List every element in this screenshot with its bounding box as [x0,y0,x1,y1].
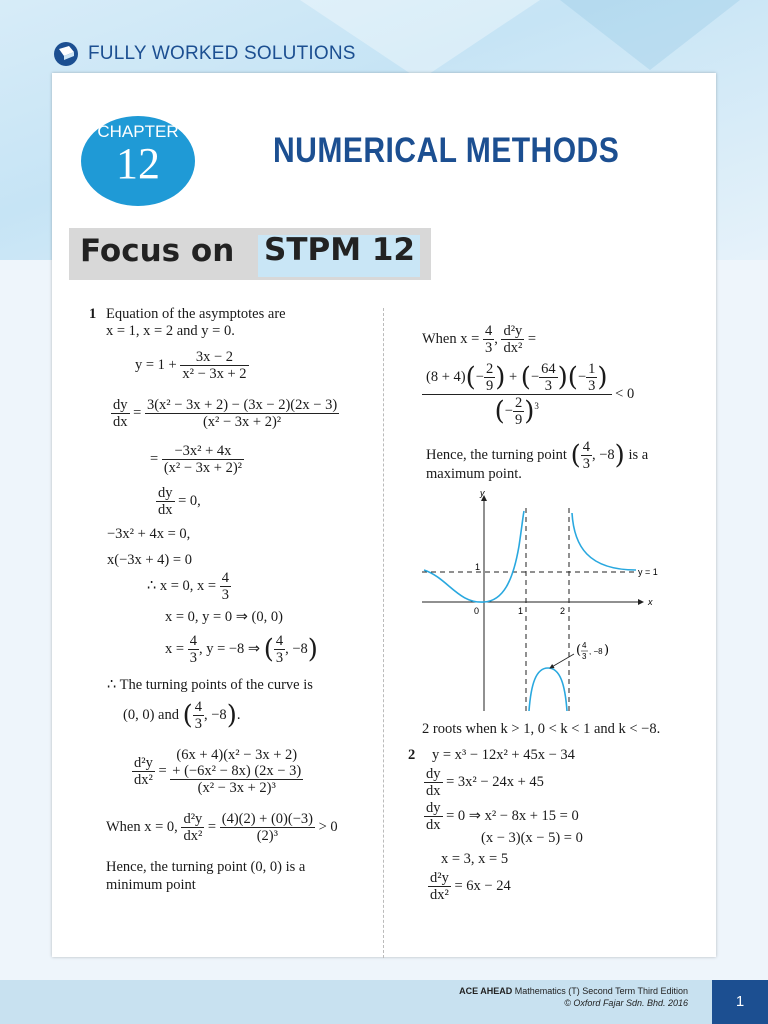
q1r-roots: 2 roots when k > 1, 0 < k < 1 and k < −8. [422,721,661,737]
point-num: 4 [582,641,587,650]
q1-step4: x = 0, y = 0 ⇒ (0, 0) [165,609,283,625]
q1-turning-1: ∴ The turning points of the curve is [107,677,313,693]
point-den: 3 [582,652,587,661]
q1r-when: When x = $\frac{4}{3}$ , $\frac{\text{d²y}}{\text{dx²}}$ = [422,323,537,356]
page-sheet [52,73,716,957]
tick-y1: 1 [475,562,481,572]
chapter-label: CHAPTER [97,122,179,141]
q2-line1: y = x³ − 12x² + 45x − 34 [432,747,575,763]
q1-step3: ∴ x = 0, x = $\frac{4}{3}$ [147,570,229,603]
q1-number: 1 [89,306,97,322]
asymptote-label: y = 1 [638,567,658,577]
pointer-arrow [550,654,574,668]
q2-number: 2 [408,747,416,763]
q1-step5: x = $\frac{4}{3}$ , y = −8 ⇒ ( $\frac{4}{3}$ , −8) [165,633,318,666]
chapter-badge [81,116,195,206]
q1-dydx-1: $\frac{dy}{dx}$ = $\frac{\text{3(x² − 3x + 2) − (3x − 2)(2x − 3)}}{\text{(x² − 3x + 2)²}}$ [113,397,338,430]
q1r-hence-2: maximum point. [426,466,522,482]
svg-text:(: ( [576,643,582,658]
page-number: 1 [712,980,768,1024]
y-axis-label: y [480,488,485,498]
curve-middle [529,668,567,711]
q1-dydx-zero: $\frac{dy}{dx}$ = 0, [158,485,201,518]
footer-book: ACE AHEAD Mathematics (T) Second Term Third Edition [459,986,688,996]
q2-line5: x = 3, x = 5 [441,851,509,867]
curve-right [572,513,636,570]
tick-x1: 1 [518,606,524,616]
q1-dydx-2: = $\frac{\text{−3x² + 4x}}{\text{(x² − 3x + 2)²}}$ [150,443,243,476]
chapter-title: NUMERICAL METHODS [273,131,620,170]
q1-line2: x = 1, x = 2 and y = 0. [106,323,235,339]
book-icon [52,40,80,68]
q1r-eval: (8 + 4)(− $\frac{2}{9}$ ) + (− $\frac{64}{3}$ )(− $\frac{1}{3}$ ) (− $\frac{2}{9}$ )$^3$ < 0 [422,361,634,428]
section-header [52,40,356,68]
curve-left [424,511,524,602]
tick-x2: 2 [560,606,566,616]
q1-line1: Equation of the asymptotes are [106,306,286,322]
q2-line6: $\frac{\text{d²y}}{\text{dx²}}$ = 6x − 24 [430,870,511,903]
q2-line3: $\frac{dy}{dx}$ = 0 ⇒ x² − 8x + 15 = 0 [426,800,579,833]
q1-hence-1: Hence, the turning point (0, 0) is a [106,859,306,875]
q2-line4: (x − 3)(x − 5) = 0 [481,830,583,846]
q1-turning-2: (0, 0) and ( $\frac{4}{3}$ , −8). [123,699,241,732]
footer [0,980,768,1024]
point-y: , −8 [589,647,603,656]
x-axis-label: x [648,597,653,607]
footer-copyright: © Oxford Fajar Sdn. Bhd. 2016 [564,998,688,1008]
q1-step2: x(−3x + 4) = 0 [107,552,192,568]
focus-prefix: Focus on [80,233,235,269]
curve-graph [418,486,678,716]
header-title: FULLY WORKED SOLUTIONS [88,43,356,64]
focus-highlight: STPM 12 [264,232,415,268]
q1-hence-2: minimum point [106,877,196,893]
chapter-number: 12 [116,139,160,188]
q1r-hence-1: Hence, the turning point ( $\frac{4}{3}$ , −8) is a [426,439,649,472]
q1-y-eq: y = 1 + $\frac{3x - 2}{\text{x² − 3x + 2}}$ [135,349,247,382]
origin-label: 0 [474,606,480,616]
q2-line2: $\frac{dy}{dx}$ = 3x² − 24x + 45 [426,766,544,799]
column-divider [383,308,384,958]
q1-when-zero: When x = 0, $\frac{\text{d²y}}{\text{dx²}}$ = $\frac{(4)(2) + (0)(-3)}{\text{(2)³}}$ > 0 [106,811,338,844]
svg-text:): ) [604,643,610,658]
q1-step1: −3x² + 4x = 0, [107,526,191,542]
focus-banner [69,228,431,280]
q1-second-deriv: $\frac{\text{d²y}}{\text{dx²}}$ = (6x + 4)(x² − 3x + 2) + (−6x² − 8x) (2x − 3) (x² − 3x + 2)³ [134,747,302,796]
